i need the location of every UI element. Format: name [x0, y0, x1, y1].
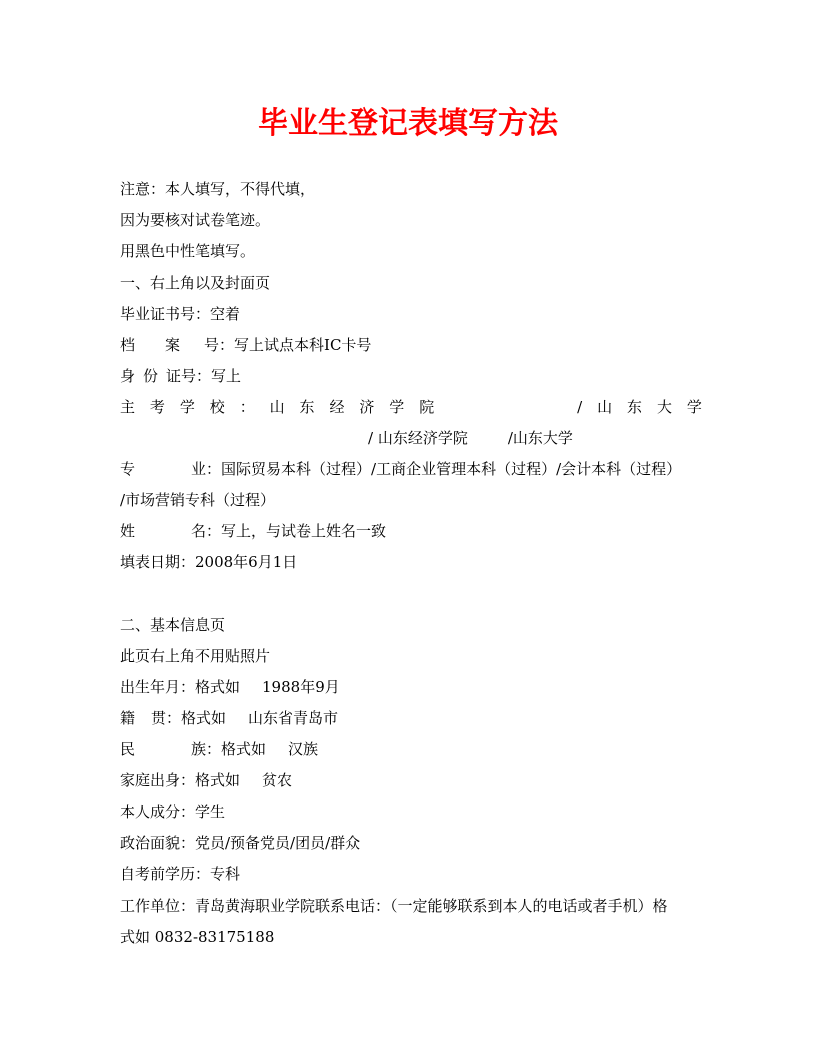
major-line	[120, 459, 702, 479]
name-line	[120, 521, 702, 541]
cert-no-line: 毕业证书号：空着	[120, 305, 241, 323]
work-line-cont: 式如 0832-83175188	[120, 928, 275, 946]
family-line	[120, 770, 702, 790]
school-char: 东	[627, 398, 643, 416]
section1-heading: 一、右上角以及封面页	[120, 274, 271, 292]
work-line: 工作单位：青岛黄海职业学院联系电话：（一定能够联系到本人的电话或者手机）格	[120, 897, 668, 915]
school-char: 学	[686, 398, 702, 416]
politics-line: 政治面貌：党员/预备党员/团员/群众	[120, 834, 361, 852]
school-char: ：	[239, 398, 255, 416]
family-label: 家庭出身：格式如	[120, 771, 241, 789]
photo-line: 此页右上角不用贴照片	[120, 647, 271, 665]
major-line-cont: /市场营销专科（过程）	[120, 491, 276, 509]
native-value: 山东省青岛市	[248, 709, 339, 727]
status-line: 本人成分：学生	[120, 803, 226, 821]
school-char: 学	[389, 398, 405, 416]
ethnic-value: 汉族	[288, 740, 319, 758]
school-char: 济	[359, 398, 375, 416]
file-no-line	[120, 335, 702, 355]
school-char: 院	[419, 398, 435, 416]
document-title: 毕业生登记表填写方法	[258, 106, 558, 141]
file-no-rest: 号：写上试点本科IC卡号	[204, 336, 372, 354]
school-char: 主	[120, 398, 136, 416]
name-label-char: 姓	[120, 522, 136, 540]
native-label: 贯：格式如	[151, 709, 227, 727]
school-name-1: / 山东经济学院	[368, 429, 468, 447]
school-char: 东	[299, 398, 315, 416]
school-name-2: /山东大学	[507, 429, 573, 447]
education-line: 自考前学历：专科	[120, 865, 241, 883]
file-no-char-2: 案	[165, 336, 181, 354]
ethnic-label-char: 民	[120, 740, 136, 758]
ethnic-label: 族：格式如	[191, 740, 267, 758]
school-char: 经	[329, 398, 345, 416]
date-line: 填表日期：2008年6月1日	[120, 553, 298, 571]
native-label-char: 籍	[120, 709, 136, 727]
note-line-1: 注意：本人填写，不得代填，	[120, 180, 316, 198]
family-value: 贫农	[262, 771, 293, 789]
major-label-char: 专	[120, 460, 136, 478]
school-char: /	[577, 398, 583, 416]
birth-value: 1988年9月	[262, 678, 340, 696]
id-no-char-2: 份	[143, 367, 159, 385]
native-line	[120, 708, 702, 728]
note-line-3: 用黑色中性笔填写。	[120, 242, 256, 260]
file-no-char-1: 档	[120, 336, 136, 354]
birth-line	[120, 677, 702, 697]
school-char: 山	[597, 398, 613, 416]
school-char: 考	[149, 398, 165, 416]
major-text: 业：国际贸易本科（过程）/工商企业管理本科（过程）/会计本科（过程）	[191, 460, 682, 478]
school-char: 学	[179, 398, 195, 416]
note-line-2: 因为要核对试卷笔迹。	[120, 211, 271, 229]
school-char: 山	[269, 398, 285, 416]
name-text: 名：写上，与试卷上姓名一致	[191, 522, 387, 540]
id-no-rest: 证号：写上	[166, 367, 242, 385]
id-no-line	[120, 366, 702, 386]
school-line-1	[120, 397, 702, 417]
school-line-2	[120, 428, 702, 448]
ethnic-line	[120, 739, 702, 759]
section2-heading: 二、基本信息页	[120, 616, 226, 634]
birth-label: 出生年月：格式如	[120, 678, 241, 696]
school-char: 校	[209, 398, 225, 416]
id-no-char-1: 身	[120, 367, 136, 385]
school-char: 大	[656, 398, 672, 416]
